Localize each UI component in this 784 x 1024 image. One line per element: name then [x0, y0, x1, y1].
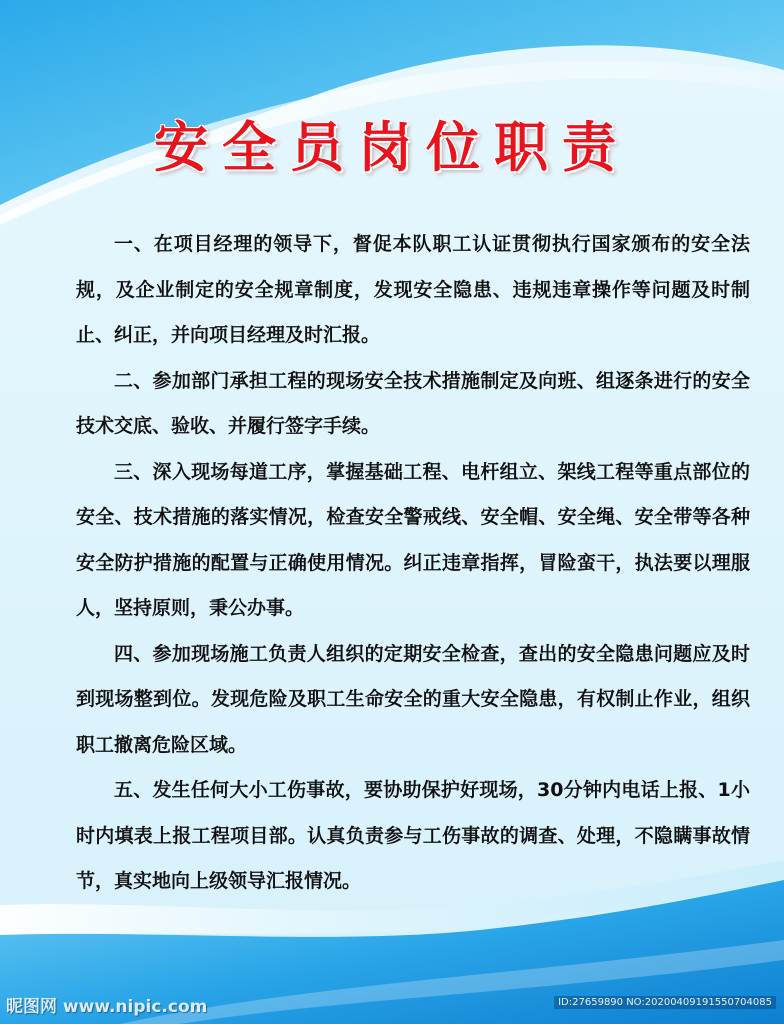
duty-paragraph-1: 一、在项目经理的领导下，督促本队职工认证贯彻执行国家颁布的安全法规，及企业制定的安全规章制度，发现安全隐患、违规违章操作等问题及时制止、纠正，并向项目经理及时汇报。	[76, 233, 750, 346]
top-wave-dark	[0, 0, 784, 215]
duty-paragraph-2: 二、参加部门承担工程的现场安全技术措施制定及向班、组逐条进行的安全技术交底、验收、并履行签字手续。	[76, 369, 750, 437]
duties-body	[76, 222, 750, 905]
duty-paragraph-5: 五、发生任何大小工伤事故，要协助保护好现场，30分钟内电话上报、1小时内填表上报工程项目部。认真负责参与工伤事故的调查、处理，不隐瞒事故情节，真实地向上级领导汇报情况。	[76, 779, 750, 892]
image-id-watermark: ID:27659890 NO:20200409191550704085	[554, 996, 776, 1009]
duty-paragraph-3: 三、深入现场每道工序，掌握基础工程、电杆组立、架线工程等重点部位的安全、技术措施的落实情况，检查安全警戒线、安全帽、安全绳、安全带等各种安全防护措施的配置与正确使用情况。纠正违章指挥，冒险蛮干，执法要以理服人，坚持原则，秉公办事。	[76, 460, 750, 619]
poster-title: 安全员岗位职责	[154, 115, 630, 179]
site-watermark: 昵图网 www.nipic.com	[6, 997, 208, 1017]
duty-paragraph-4: 四、参加现场施工负责人组织的定期安全检查，查出的安全隐患问题应及时到现场整到位。发现危险及职工生命安全的重大安全隐患，有权制止作业，组织职工撤离危险区域。	[76, 642, 750, 756]
